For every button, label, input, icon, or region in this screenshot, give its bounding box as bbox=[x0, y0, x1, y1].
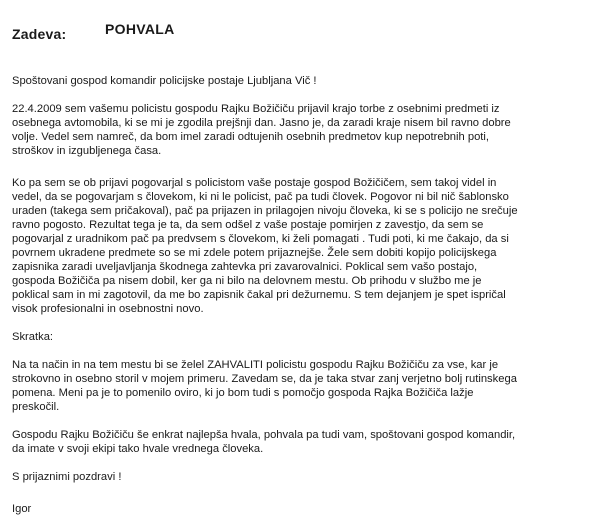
closing-line: S prijaznimi pozdravi ! bbox=[12, 471, 122, 483]
paragraph-incident: 22.4.2009 sem vašemu policistu gospodu Rajku Božičiču prijavil krajo torbe z osebnimi predmeti iz osebnega avtomobila, ki se mi je zgodila prejšnji dan. Jasno je, da zaradi kraje nisem bil ravno dobre volje. Vedel sem namreč, da bom imel zaradi odtujenih osebnih predmetov kup nepotrebnih poti, stroškov in izgubljenega časa. bbox=[12, 103, 511, 157]
subject-title: POHVALA bbox=[105, 21, 175, 37]
greeting: Spoštovani gospod komandir policijske postaje Ljubljana Vič ! bbox=[12, 75, 317, 87]
paragraph-thanks: Na ta način in na tem mestu bi se želel ZAHVALITI policistu gospodu Rajku Božičiču za vse, kar je strokovno in osebno storil v mojem primeru. Zavedam se, da je taka stvar zanj verjetno bolj rutinskega pomena. Meni pa je to pomenilo oviro, ki jo bom tudi s pomočjo gospoda Rajka Božičiča lažje preskočil. bbox=[12, 359, 517, 413]
summary-label: Skratka: bbox=[12, 331, 54, 343]
subject-label: Zadeva: bbox=[12, 26, 67, 42]
paragraph-experience: Ko pa sem se ob prijavi pogovarjal s policistom vaše postaje gospod Božičičem, sem takoj videl in vedel, da se pogovarjam s človekom, ki ni le policist, pač pa tudi človek. Pogovor ni bil nič šablonsko uraden (takega sem pričakoval), pač pa prijazen in prilagojen nivoju človeka, ki se s policijo ne srečuje ravno pogosto. Rezultat tega je ta, da sem odšel z vaše postaje pomirjen z zavestjo, da sem se pogovarjal z uradnikom pač pa predvsem s človekom, ki želi pomagati . Tudi poti, ki me čakajo, da si povrnem ukradene predmete so se mi zdele potem prijaznejše. Žele sem dobiti kopijo policijskega zapisnika zaradi uveljavljanja škodnega zahtevka pri zavarovalnici. Poklical sem vašo postajo, gospoda Božičiča pa nisem dobil, ker ga ni bilo na delovnem mestu. Ob prihodu v službo me je poklical sam in mi zagotovil, da me bo zapisnik čakal pri dežurnemu. S tem dejanjem je spet ispričal visok profesionalni in osebnostni novo. bbox=[12, 177, 518, 315]
letter-body bbox=[12, 74, 594, 516]
signature: Igor bbox=[12, 503, 32, 515]
paragraph-praise: Gospodu Rajku Božičiču še enkrat najlepša hvala, pohvala pa tudi vam, spoštovani gospod komandir, da imate v svoji ekipi tako hvale vrednega človeka. bbox=[12, 429, 516, 455]
